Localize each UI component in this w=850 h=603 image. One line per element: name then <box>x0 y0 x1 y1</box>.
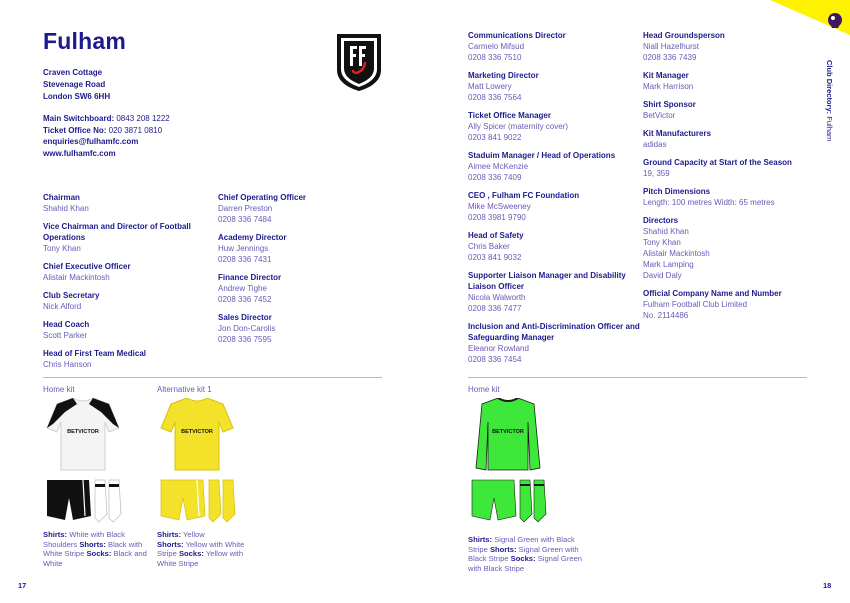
directory-entry <box>43 261 208 283</box>
directory-entry <box>643 215 813 281</box>
home-kit-image <box>43 398 123 526</box>
email-link[interactable]: enquiries@fulhamfc.com <box>43 137 139 146</box>
directory-entry <box>643 70 813 92</box>
role-value: Carmelo Mifsud <box>468 42 525 51</box>
role-value: Huw Jennings <box>218 244 269 253</box>
role-value: Aimee McKenzie <box>468 162 529 171</box>
alt-kit-image <box>157 398 237 526</box>
club-name: Fulham <box>43 28 126 54</box>
role-value: Tony Khan <box>43 244 81 253</box>
role-title: Kit Manager <box>643 71 689 80</box>
role-title: Finance Director <box>218 273 282 282</box>
directory-entry <box>468 190 643 223</box>
svg-text:BETVICTOR: BETVICTOR <box>67 429 99 435</box>
directory-entry <box>643 288 813 321</box>
role-value: Nicola Walworth <box>468 293 526 302</box>
gk-kit-image <box>468 398 548 528</box>
role-value: adidas <box>643 140 667 149</box>
role-value: 0208 336 7595 <box>218 335 272 344</box>
role-title: Official Company Name and Number <box>643 289 782 298</box>
alt-kit-label: Alternative kit 1 <box>157 385 212 394</box>
directory-entry <box>643 128 813 150</box>
page-number-right: 18 <box>823 581 832 590</box>
directory-column-1 <box>43 192 208 377</box>
role-value: Shahid Khan <box>43 204 89 213</box>
role-value: No. 2114486 <box>643 311 689 320</box>
role-value: 0208 336 7564 <box>468 93 522 102</box>
role-value: Ally Spicer (maternity cover) <box>468 122 569 131</box>
club-contact <box>43 113 170 159</box>
directory-entry <box>468 110 643 143</box>
role-title: Vice Chairman and Director of Football Operations <box>43 222 191 242</box>
directory-entry <box>43 290 208 312</box>
role-value: 0203 841 9022 <box>468 133 522 142</box>
role-value: Andrew Tighe <box>218 284 267 293</box>
role-title: Academy Director <box>218 233 287 242</box>
fulham-crest-logo <box>335 32 383 92</box>
role-value: 0208 336 7452 <box>218 295 272 304</box>
role-value: 0208 336 7439 <box>643 53 697 62</box>
role-title: Chief Executive Officer <box>43 262 131 271</box>
role-value: Mark Harrison <box>643 82 694 91</box>
role-value: 0208 336 7510 <box>468 53 522 62</box>
directory-entry <box>468 230 643 263</box>
role-title: Head Groundsperson <box>643 31 725 40</box>
switchboard-line: Main Switchboard: 0843 208 1222 <box>43 114 170 123</box>
directory-entry <box>218 192 378 225</box>
directory-entry <box>468 321 643 365</box>
role-value: Length: 100 metres Width: 65 metres <box>643 198 775 207</box>
home-kit-label: Home kit <box>43 385 75 394</box>
directory-entry <box>643 186 813 208</box>
right-divider <box>468 377 807 378</box>
role-title: Head of Safety <box>468 231 524 240</box>
role-value: 0208 336 7454 <box>468 355 522 364</box>
gk-kit-description: Shirts: Signal Green with Black Stripe Shorts: Signal Green with Black Stripe Socks: Signal Green with Black Stripe <box>468 535 583 573</box>
role-title: Staduim Manager / Head of Operations <box>468 151 616 160</box>
directory-entry <box>218 312 378 345</box>
role-value: Chris Hanson <box>43 360 92 369</box>
directory-column-2 <box>218 192 378 352</box>
directory-entry <box>468 150 643 183</box>
role-title: Supporter Liaison Manager and Disability Liaison Officer <box>468 271 626 291</box>
alt-kit-description: Shirts: Yellow Shorts: Yellow with White Stripe Socks: Yellow with White Stripe <box>157 530 245 568</box>
role-title: Sales Director <box>218 313 272 322</box>
role-value: 0208 3981 9790 <box>468 213 526 222</box>
home-kit-description: Shirts: White with Black Shoulders Shorts: Black with White Stripe Socks: Black and White <box>43 530 147 568</box>
role-value: Scott Parker <box>43 331 88 340</box>
svg-text:BETVICTOR: BETVICTOR <box>181 429 213 435</box>
role-value: 0208 336 7477 <box>468 304 522 313</box>
directory-entry <box>43 348 208 370</box>
role-title: Head of First Team Medical <box>43 349 146 358</box>
directory-entry <box>43 319 208 341</box>
role-title: CEO , Fulham FC Foundation <box>468 191 580 200</box>
role-value: Nick Alford <box>43 302 82 311</box>
role-value: Mark Lamping <box>643 260 694 269</box>
directory-entry <box>643 30 813 63</box>
role-value: Shahid Khan <box>643 227 689 236</box>
club-address: Craven Cottage Stevenage Road London SW6 6HH <box>43 68 111 101</box>
role-title: Inclusion and Anti-Discrimination Officer and Safeguarding Manager <box>468 322 640 342</box>
role-title: Chief Operating Officer <box>218 193 307 202</box>
role-value: Tony Khan <box>643 238 681 247</box>
directory-column-4 <box>643 30 813 328</box>
role-title: Kit Manufacturers <box>643 129 712 138</box>
directory-entry <box>218 232 378 265</box>
role-title: Directors <box>643 216 679 225</box>
role-title: Pitch Dimensions <box>643 187 711 196</box>
role-value: 19, 359 <box>643 169 670 178</box>
directory-column-3 <box>468 30 643 372</box>
role-title: Ground Capacity at Start of the Season <box>643 158 792 167</box>
role-title: Communications Director <box>468 31 566 40</box>
left-divider <box>43 377 382 378</box>
ticket-office-line: Ticket Office No: 020 3871 0810 <box>43 125 163 135</box>
role-title: Chairman <box>43 193 80 202</box>
role-title: Club Secretary <box>43 291 100 300</box>
role-value: 0208 336 7431 <box>218 255 272 264</box>
role-value: BetVictor <box>643 111 676 120</box>
page-number-left: 17 <box>18 581 27 590</box>
role-value: Eleanor Rowland <box>468 344 529 353</box>
directory-entry <box>468 270 643 314</box>
directory-entry <box>43 192 208 214</box>
role-title: Shirt Sponsor <box>643 100 696 109</box>
directory-entry <box>43 221 208 254</box>
role-title: Marketing Director <box>468 71 539 80</box>
directory-entry <box>468 70 643 103</box>
sidebar-section-title: Club Directory: Fulham <box>825 60 834 142</box>
role-value: Mike McSweeney <box>468 202 531 211</box>
directory-entry <box>643 157 813 179</box>
role-value: 0208 336 7409 <box>468 173 522 182</box>
svg-text:BETVICTOR: BETVICTOR <box>492 429 524 435</box>
role-value: Alistair Mackintosh <box>643 249 710 258</box>
role-value: Chris Baker <box>468 242 510 251</box>
website-link[interactable]: www.fulhamfc.com <box>43 148 116 158</box>
directory-entry <box>218 272 378 305</box>
role-value: Matt Lowery <box>468 82 512 91</box>
role-value: 0203 841 9032 <box>468 253 522 262</box>
role-value: 0208 336 7484 <box>218 215 272 224</box>
role-value: Jon Don-Carolis <box>218 324 276 333</box>
role-value: David Daly <box>643 271 682 280</box>
role-value: Alistair Mackintosh <box>43 273 110 282</box>
directory-entry <box>643 99 813 121</box>
role-title: Ticket Office Manager <box>468 111 551 120</box>
role-value: Fulham Football Club Limited <box>643 300 748 309</box>
directory-entry <box>468 30 643 63</box>
gk-kit-label: Home kit <box>468 385 500 394</box>
role-value: Darren Preston <box>218 204 273 213</box>
role-title: Head Coach <box>43 320 90 329</box>
role-value: Niall Hazelhurst <box>643 42 700 51</box>
